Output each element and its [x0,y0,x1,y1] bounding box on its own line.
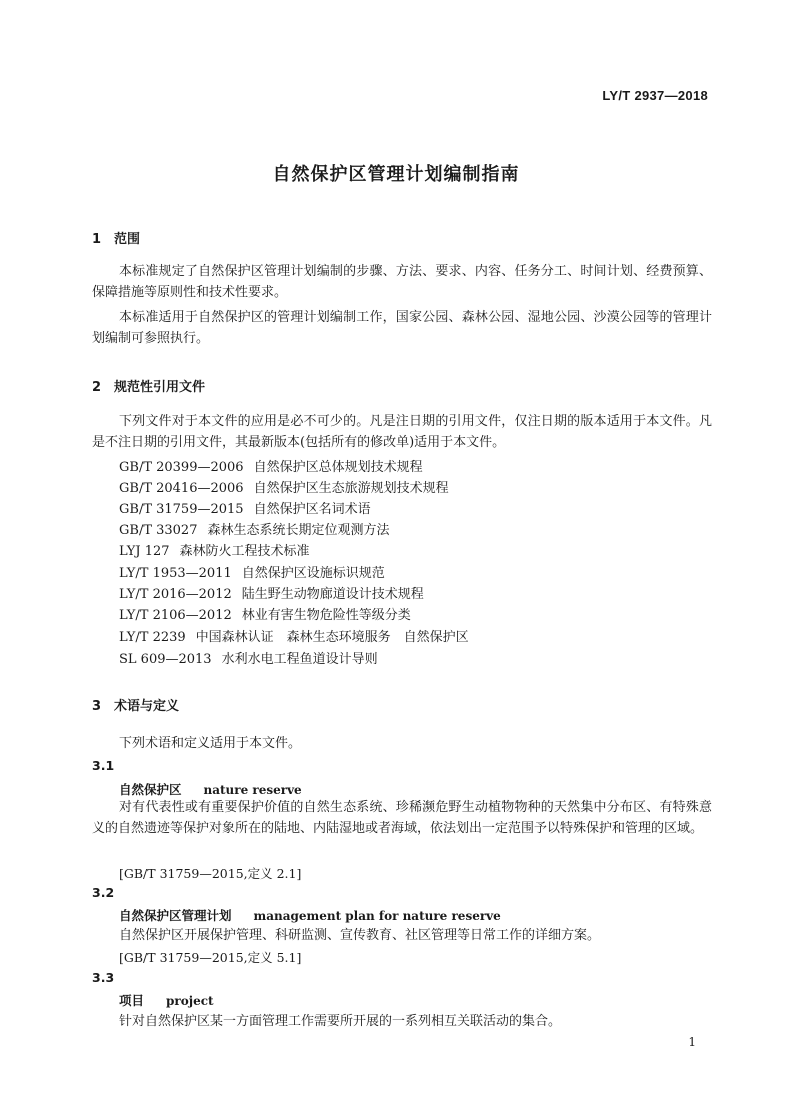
term-source: [GB/T 31759—2015,定义 2.1] [119,866,302,881]
section-number: 1 [92,232,102,247]
reference-name: 中国森林认证 森林生态环境服务 自然保护区 [195,630,469,645]
page-number: 1 [688,1035,696,1049]
term-name [119,906,501,924]
reference-item [119,606,411,626]
reference-item [119,650,378,670]
reference-item [119,458,423,478]
reference-name: 水利水电工程鱼道设计导则 [221,652,378,667]
section-title: 范围 [114,232,141,247]
term-en: management plan for nature reserve [253,909,501,923]
reference-name: 森林防火工程技术标准 [179,544,310,559]
reference-name: 自然保护区生态旅游规划技术规程 [253,481,449,496]
reference-code: GB/T 20416—2006 [119,481,244,496]
reference-code: GB/T 20399—2006 [119,460,244,475]
term-definition: 对有代表性或有重要保护价值的自然生态系统、珍稀濒危野生动植物物种的天然集中分布区、有特殊意义的自然遗迹等保护对象所在的陆地、内陆湿地或者海域，依法划出一定范围予以特殊保护和管理的区域。 [92,800,712,836]
reference-code: LY/T 1953—2011 [119,566,232,581]
document-title: 自然保护区管理计划编制指南 [272,164,520,185]
term-definition: 自然保护区开展保护管理、科研监测、宣传教育、社区管理等日常工作的详细方案。 [119,928,601,943]
term-zh: 自然保护区 [119,782,182,797]
reference-name: 自然保护区设施标识规范 [241,566,385,581]
reference-item [119,500,371,520]
reference-item [119,521,390,541]
reference-code: LY/T 2106—2012 [119,608,232,623]
term-name [119,991,214,1009]
term-source: [GB/T 31759—2015,定义 5.1] [119,950,302,965]
reference-item [119,564,385,584]
term-number: 3.1 [92,758,115,773]
term-number: 3.3 [92,970,115,985]
reference-code: SL 609—2013 [119,652,212,667]
reference-name: 林业有害生物危险性等级分类 [241,608,411,623]
reference-code: GB/T 31759—2015 [119,502,244,517]
reference-name: 自然保护区总体规划技术规程 [253,460,423,475]
reference-code: LYJ 127 [119,544,170,559]
term-definition: 针对自然保护区某一方面管理工作需要所开展的一系列相互关联活动的集合。 [119,1014,562,1029]
terms-intro: 下列术语和定义适用于本文件。 [119,736,302,751]
scope-paragraph-2: 本标准适用于自然保护区的管理计划编制工作，国家公园、森林公园、湿地公园、沙漠公园等的管理计划编制可参照执行。 [92,310,712,346]
reference-code: GB/T 33027 [119,523,198,538]
section-title: 术语与定义 [114,699,180,714]
standard-code: LY/T 2937—2018 [602,88,708,103]
reference-item [119,585,424,605]
refs-intro: 下列文件对于本文件的应用是必不可少的。凡是注日期的引用文件，仅注日期的版本适用于本文件。凡是不注日期的引用文件，其最新版本(包括所有的修改单)适用于本文件。 [92,414,712,450]
section-1-heading [92,228,140,247]
term-zh: 项目 [119,993,145,1008]
section-number: 2 [92,380,102,395]
reference-item [119,628,469,648]
term-number: 3.2 [92,885,115,900]
term-en: nature reserve [203,783,302,797]
section-2-heading [92,376,205,395]
section-3-heading [92,695,179,714]
reference-code: LY/T 2016—2012 [119,587,232,602]
term-en: project [166,994,214,1008]
reference-item [119,542,310,562]
section-number: 3 [92,699,102,714]
reference-item [119,479,449,499]
term-name [119,780,302,798]
section-title: 规范性引用文件 [114,380,206,395]
reference-name: 森林生态系统长期定位观测方法 [207,523,390,538]
reference-name: 陆生野生动物廊道设计技术规程 [241,587,424,602]
scope-paragraph-1: 本标准规定了自然保护区管理计划编制的步骤、方法、要求、内容、任务分工、时间计划、经费预算、保障措施等原则性和技术性要求。 [92,264,712,300]
reference-name: 自然保护区名词术语 [253,502,371,517]
reference-code: LY/T 2239 [119,630,186,645]
term-zh: 自然保护区管理计划 [119,908,232,923]
